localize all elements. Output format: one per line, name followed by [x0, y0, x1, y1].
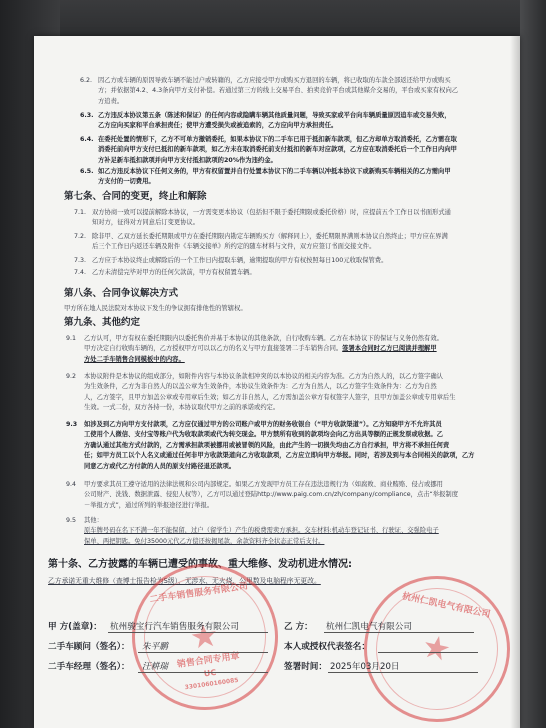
signature-line	[328, 672, 478, 673]
clause-line: 方；并依据第4.2、4.3条向甲方支付补偿。若通过第三方的线上交易平台、拍卖竞价平台或其他媒介交易的，平台或买家有权向乙	[98, 87, 459, 95]
clause-number: 9.1	[66, 335, 77, 342]
clause-line-emphasis: 签署本合同时乙方已阅读并理解甲	[342, 345, 437, 353]
clause-number: 6.4.	[80, 136, 94, 143]
desk-background	[0, 0, 546, 40]
article-7-heading: 第七条、合同的变更，终止和解除	[64, 191, 207, 202]
clause-line: 为生效条件，乙方为非自然人的以盖公章为生效条件，本协议生效条件为：乙方为自然人，以乙方签字生效条件为：乙方为自然	[84, 383, 437, 391]
article-10-text: 乙方承诺无重大维修（查博士报告检为S级），无涉水、无火烧、公里数及电脑程序无更改。	[48, 577, 321, 585]
party-b-label: 乙 方：	[284, 622, 313, 632]
clause-line: 乙方应于本协议终止或解除后的一个工作日内提取车辆，逾期提取的甲方有权按照每日100元收取保管费。	[92, 257, 388, 264]
clause-9-2	[66, 372, 506, 414]
clause-line: 乙方认可，甲方有权在委托期限内以委托售价并基于本协议的其他条款，自行收购车辆。乙方在本协议下的保证与义务仍然有效。	[84, 335, 443, 342]
other-terms-line: 原车牌号码在名下不满一年不能保留，过户（留学生）产生的税费需卖方承担。交车材料:机动车登记证书、行驶证、交强险电子	[84, 527, 439, 535]
clause-6-3	[80, 111, 508, 132]
consultant-signature: 朱平鹏	[142, 642, 168, 652]
clause-9-3	[66, 420, 506, 472]
clause-7-2	[74, 232, 508, 253]
clause-line: 甲方决定自行收购车辆的，乙方授权甲方可以以乙方的名义与甲方直接签署二手车销售合同。	[84, 345, 343, 353]
clause-7-1	[74, 208, 508, 229]
clause-line: 方补足新车抵扣款项并向甲方支付抵扣款项的20%作为违约金。	[98, 156, 277, 164]
clause-line: 人，乙方签字，且甲方加盖公章或专用章后生效；如乙方非自然人，乙方需加盖公章方有权签字人签字，且甲方加盖公章或专用章后生	[84, 393, 456, 401]
clause-line: 乙方应向买家和平台承担责任；使甲方遭受损失或被追索的，乙方应向甲方承担责任。	[98, 122, 338, 130]
signature-line	[108, 632, 268, 633]
consultant-label: 二手车顾问（签名）：	[48, 642, 130, 652]
clause-number: 7.2.	[74, 233, 87, 240]
article-10-heading: 第十条、乙方披露的车辆已遭受的事故、重大维修、发动机进水情况:	[48, 559, 352, 570]
company-seal-left: ★ 二手车销售服务有限公司 销售合同专用章 UC 3301060160085	[123, 555, 288, 720]
clause-number: 9.3	[66, 421, 78, 428]
article-8-text: 甲方所在地人民法院对本协议下发生的争议拥有排他性的管辖权。	[64, 305, 247, 312]
clause-line: 知对方，征得对方同意后订变更协议。	[92, 219, 200, 227]
clause-9-1	[66, 334, 506, 365]
clause-6-2	[80, 76, 508, 107]
manager-signature: 汪耕瑞	[142, 662, 168, 672]
clause-line: 甲方要求其员工遵守适用的法律法规和公司内部规定。如果乙方发现甲方员工存在违法违规行为（如腐败、商业贿赂、侵占或挪用	[84, 481, 443, 488]
clause-number: 6.3.	[80, 112, 94, 119]
other-terms-line: 保单、两把钥匙。免付35000元代乙方偿还按揭尾款，余款资料齐全状态正常后支付。	[84, 537, 325, 545]
clause-7-3	[74, 256, 508, 266]
clause-line: 除非甲、乙双方延长委托期限或甲方在委托期限内勘定车辆购买方（解释同上），委托期限界满则本协议自然终止；甲方应在界满	[92, 233, 448, 240]
clause-line: 如乙方违反本协议下任何义务的，甲方有权留置并自行处置本协议下的二手车辆以冲抵本协议下或新购买车辆相关的乙方需向甲	[98, 168, 451, 175]
party-a-value: 杭州骏宝行汽车销售服务有限公司	[110, 622, 239, 632]
signature-line	[138, 672, 268, 673]
article-8-heading: 第八条、合同争议解决方式	[64, 288, 179, 299]
date-value: 2025年03月20日	[330, 662, 400, 672]
clause-line: 同意乙方或代乙方付款的人员的原支付路径退还款项。	[84, 462, 236, 470]
clause-line: 后三个工作日内返还车辆及附件《车辆交接单》所约定的随车材料与文件，双方应签订书面交接文件。	[92, 243, 376, 251]
signature-line	[324, 632, 474, 633]
clause-line: 方确认通过其他方式付款的，乙方需承担款项被挪用或被冒领的风险，由此产生的一切损失均由乙方自行承担，甲方将不承担任何责	[84, 441, 450, 449]
clause-number: 6.5.	[80, 168, 94, 175]
article-9-heading: 第九条、其他约定	[64, 317, 141, 328]
clause-line: 因乙方或车辆的原因导致车辆不能过户或转籍的，乙方应接受甲方或购买方退回的车辆，将已收取的车款全部返还给甲方或购买	[98, 77, 451, 84]
signature-line	[138, 652, 268, 653]
contract-page	[34, 36, 520, 728]
signature-line	[378, 652, 478, 653]
clause-number: 7.4.	[74, 269, 87, 276]
clause-number: 9.2	[66, 373, 77, 380]
clause-line: 方支付的一切费用。	[98, 178, 155, 186]
date-label: 签署时间：	[284, 662, 327, 672]
clause-line: 任；如甲方员工以个人名义或通过任何非甲方收款渠道向乙方收取款项，乙方应立即向甲方举报。同时，若涉及到与本合同相关的款项，乙方	[84, 452, 475, 460]
clause-number: 7.1.	[74, 209, 87, 216]
desk-right-edge	[520, 0, 546, 728]
manager-label: 二手车经理（签名）：	[48, 662, 130, 672]
clause-line: 如涉及到乙方向甲方支付款项，乙方应仅通过甲方的公司账户或甲方的财务收银台（“甲方收款渠道”）。乙方知晓甲方不允许其员	[84, 421, 442, 428]
clause-line: 双方协商一致可以提前解除本协议，一方需变更本协议（包括但不限于委托期限或委托价格）时，应提前五个工作日以书面形式通	[92, 209, 451, 216]
proxy-label: 本人或授权代表签名：	[284, 642, 370, 652]
clause-number: 6.2.	[80, 77, 93, 84]
clause-number: 9.4	[66, 481, 77, 488]
clause-line: 乙方未清偿完毕对甲方的任何欠款前，甲方有权留置车辆。	[92, 269, 256, 276]
clause-line: 消委托前向甲方支付已抵扣的新车款项，如乙方未在取消委托前支付抵扣的新车对应款项，乙方应在取消委托后一个工作日内向甲	[98, 146, 457, 154]
clause-line-emphasis: 方处二手车销售合同模板中的内容。	[84, 355, 185, 363]
clause-line: －举报方式”，通过所列的举报途径进行举报。	[84, 501, 214, 509]
clause-line: 方追责。	[98, 97, 124, 105]
clause-number: 7.3.	[74, 257, 87, 264]
clause-6-5	[80, 167, 508, 188]
page-curl-shadow	[510, 36, 520, 728]
clause-line: 公司财产、洗钱、数据泄露、侵犯人权等），乙方可以通过登陆http://www.paig.com.cn/zh/company/compliance，点击“举报制度	[84, 491, 458, 499]
company-seal-right: ★ 杭州仁凯电气有限公司	[350, 562, 520, 728]
party-b-value: 杭州仁凯电气有限公司	[326, 622, 412, 632]
clause-line: 乙方违反本协议第五条（陈述和保证）的任何内容或隐瞒车辆其他质量问题，导致买家或平台向车辆质量原因追车或交易失败，	[98, 112, 451, 119]
clause-7-4	[74, 268, 508, 278]
clause-6-4	[80, 135, 508, 166]
clause-line: 工使用个人微信、支付宝等账户代为收取款项或代为转交现金。甲方禁所有收到的款项均会向乙方出具等额的正规发票或收据。乙	[84, 431, 443, 439]
clause-9-4	[66, 480, 506, 511]
clause-number: 9.5	[66, 517, 77, 524]
party-a-label: 甲 方(盖章)：	[48, 622, 102, 632]
clause-line: 本协议附件是本协议的组成部分，如附件内容与本协议条款相冲突的以本协议的相关内容为准。乙方为自然人的，以乙方签字确认	[84, 373, 443, 380]
clause-line: 生效。一式二份，双方各持一份，本协议取代甲方之前的承诺或约定。	[84, 404, 280, 412]
clause-9-5	[66, 516, 506, 547]
clause-line: 其他：	[84, 517, 103, 524]
clause-line: 在委托处置的情形下，乙方不可单方撤销委托，如果本协议下的二手车已用于抵扣新车款项，但乙方却单方取消委托，乙方需在取	[98, 136, 457, 143]
